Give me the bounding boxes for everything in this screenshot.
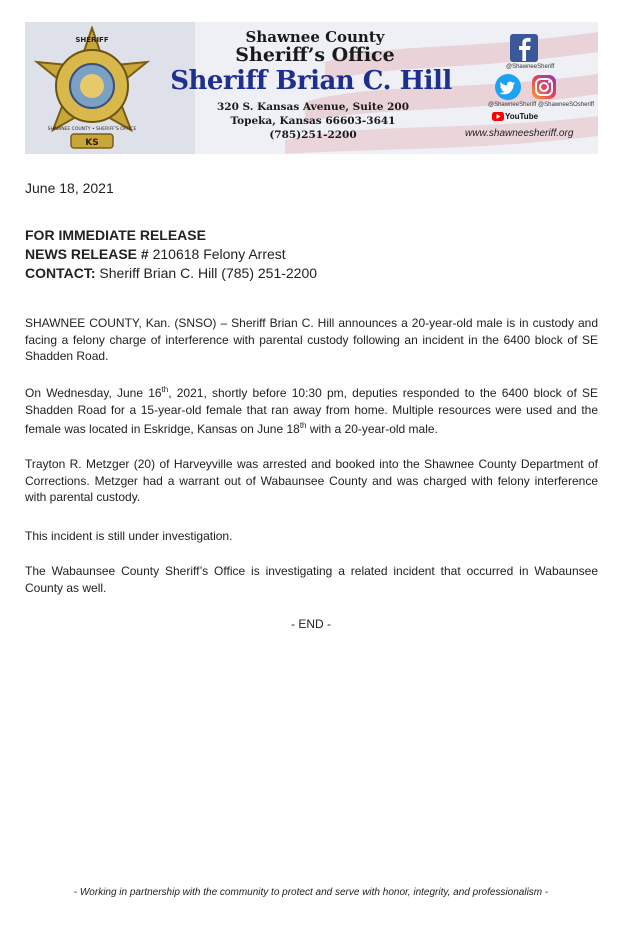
ordinal-suffix: th (299, 421, 307, 430)
instagram-icon[interactable] (531, 74, 557, 100)
news-release-line (25, 245, 286, 263)
header-sheriff-name: Sheriff Brian C. Hill (170, 66, 452, 96)
immediate-release-heading: FOR IMMEDIATE RELEASE (25, 227, 206, 243)
header-office: Sheriff’s Office (235, 44, 395, 66)
paragraph-2-part-c: with a 20-year-old male. (306, 422, 438, 436)
ordinal-suffix: th (161, 385, 169, 394)
paragraph-5: The Wabaunsee County Sheriff’s Office is investigating a related incident that occurred in Wabaunsee County as well. (25, 564, 598, 595)
youtube-icon[interactable] (492, 112, 504, 121)
website-link[interactable]: www.shawneesheriff.org (465, 128, 574, 139)
release-date: June 18, 2021 (25, 180, 114, 196)
news-release-value: 210618 Felony Arrest (148, 246, 286, 262)
paragraph-3: Trayton R. Metzger (20) of Harveyville was arrested and booked into the Shawnee County Department of Corrections. Metzger had a warrant out of Wabaunsee County and was charged with felony interference with parental custody. (25, 457, 598, 504)
header-address-line2: Topeka, Kansas 66603-3641 (230, 115, 396, 127)
end-marker: - END - (291, 617, 331, 631)
paragraph-2-part-b: , 2021, shortly before 10:30 pm, deputies responded to the 6400 block of SE Shadden Road for a 15-year-old female that ran away from home. Multiple resources were used and the female was located in Eskridge, Kansas on June 18 (25, 386, 598, 436)
twitter-icon[interactable] (493, 74, 523, 100)
facebook-handle: @ShawneeSheriff (506, 64, 555, 70)
header-phone: (785)251-2200 (269, 129, 357, 141)
header-address-line1: 320 S. Kansas Avenue, Suite 200 (216, 101, 409, 113)
badge-bottom-text: KS (85, 138, 99, 148)
news-release-label: NEWS RELEASE # (25, 246, 149, 262)
header-county: Shawnee County (245, 28, 385, 46)
facebook-icon[interactable] (510, 34, 538, 62)
badge-top-text: SHERIFF (75, 36, 109, 44)
contact-value: Sheriff Brian C. Hill (785) 251-2200 (95, 265, 318, 281)
paragraph-2 (25, 382, 598, 438)
youtube-label[interactable]: YouTube (505, 112, 539, 121)
contact-line (25, 264, 317, 282)
twitter-instagram-handles: @ShawneeSheriff @ShawneeSOsheriff (488, 102, 595, 108)
letterhead-banner (25, 22, 598, 154)
paragraph-2-part-a: On Wednesday, June 16 (25, 386, 162, 400)
paragraph-1: SHAWNEE COUNTY, Kan. (SNSO) – Sheriff Brian C. Hill announces a 20-year-old male is in custody and facing a felony charge of interference with parental custody following an incident in the 6400 block of SE Shadden Road. (25, 316, 598, 363)
footer-motto: - Working in partnership with the community to protect and serve with honor, integrity, and professionalism - (73, 887, 549, 898)
paragraph-4: This incident is still under investigation. (25, 529, 233, 543)
badge-ring-text: SHAWNEE COUNTY • SHERIFF'S OFFICE (47, 127, 137, 132)
sheriff-badge-icon (27, 26, 157, 154)
contact-label: CONTACT: (25, 265, 96, 281)
